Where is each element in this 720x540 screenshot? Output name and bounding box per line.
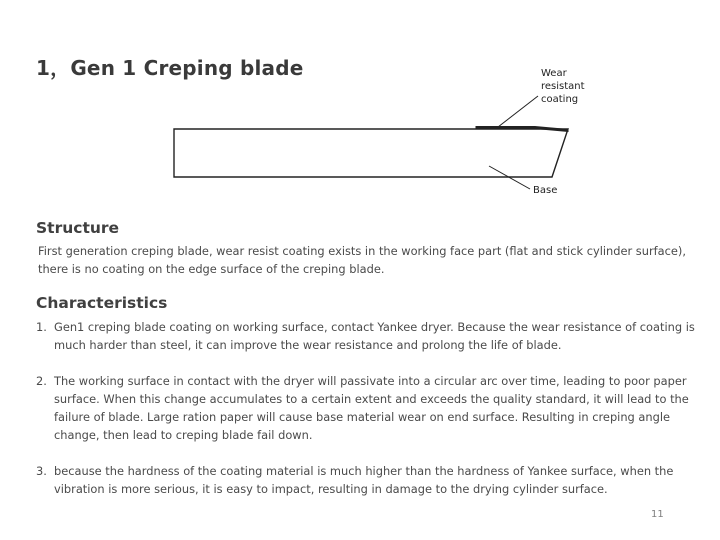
characteristics-heading: Characteristics bbox=[36, 294, 168, 312]
slide-title: 1，Gen 1 Creping blade bbox=[36, 56, 304, 80]
base-label: Base bbox=[533, 185, 558, 196]
blade-base-shape bbox=[174, 129, 568, 177]
structure-heading: Structure bbox=[36, 219, 120, 237]
list-item bbox=[36, 462, 700, 498]
structure-text: First generation creping blade, wear resist coating exists in the working face part (flat and stick cylinder surface), there is no coating on the edge surface of the creping blade. bbox=[38, 244, 686, 276]
list-item-number: 1. bbox=[36, 320, 47, 334]
list-item bbox=[36, 318, 700, 354]
coating-label: Wear resistant coating bbox=[541, 68, 585, 105]
list-item-number: 3. bbox=[36, 464, 47, 478]
page-number: 11 bbox=[651, 509, 664, 520]
list-item-number: 2. bbox=[36, 374, 47, 388]
list-item bbox=[36, 372, 700, 444]
list-item-text: Gen1 creping blade coating on working surface, contact Yankee dryer. Because the wear resistance of coating is much harder than steel, it can improve the wear resistance and prolong the life of blade. bbox=[54, 320, 695, 352]
list-item-text: The working surface in contact with the dryer will passivate into a circular arc over time, leading to poor paper surface. When this change accumulates to a certain extent and exceeds the quality standard, it will lead to the failure of blade. Large ration paper will cause base material wear on end surface. Resulting in creping angle change, then lead to creping blade fail down. bbox=[54, 374, 689, 442]
coating-leader-line bbox=[498, 96, 538, 127]
list-item-text: because the hardness of the coating material is much higher than the hardness of Yankee surface, when the vibration is more serious, it is easy to impact, resulting in damage to the drying cylinder surface. bbox=[54, 464, 674, 496]
